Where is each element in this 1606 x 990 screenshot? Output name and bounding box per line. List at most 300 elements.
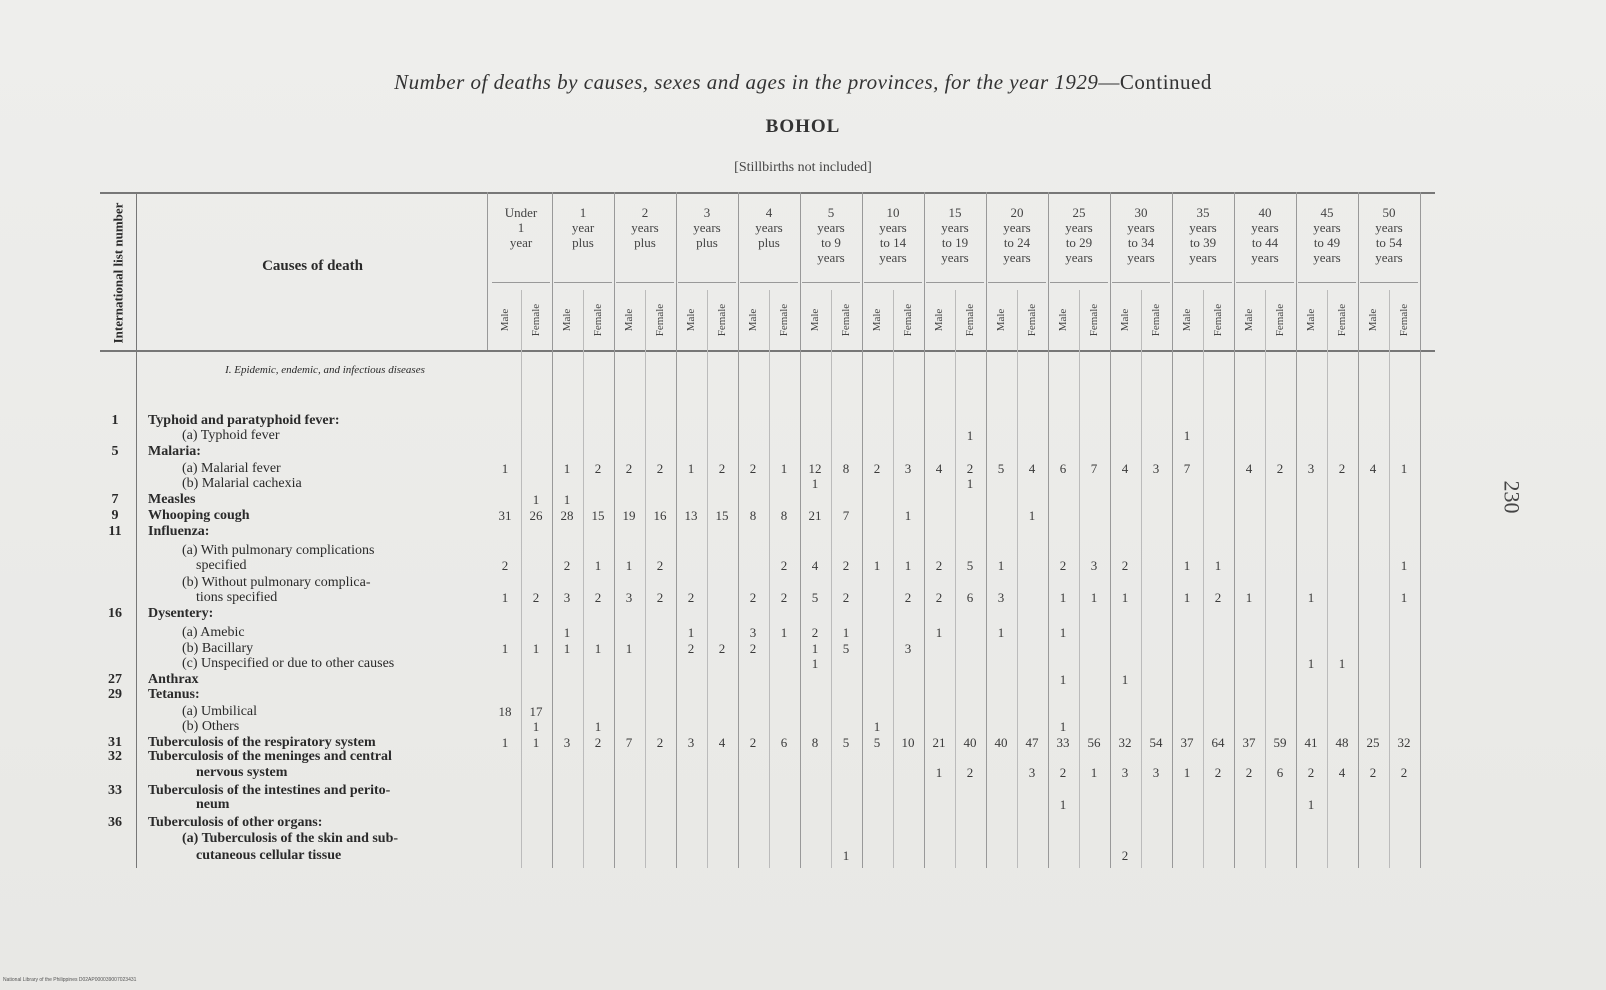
cause-of-death: (a) Tuberculosis of the skin and sub- — [182, 831, 399, 846]
death-count-cell: 15 — [591, 508, 605, 523]
death-count-cell: 1 — [563, 641, 571, 656]
cause-of-death: (b) Malarial cachexia — [182, 476, 302, 491]
intl-list-number: 11 — [108, 524, 122, 539]
age-subheader-rule — [1050, 282, 1108, 283]
column-divider — [1389, 290, 1390, 868]
intl-list-number: 7 — [111, 492, 119, 507]
death-count-cell: 2 — [935, 590, 943, 605]
cause-of-death: specified — [196, 558, 247, 573]
death-count-cell: 1 — [1183, 765, 1191, 780]
death-count-cell: 56 — [1087, 735, 1101, 750]
death-count-cell: 2 — [935, 558, 943, 573]
age-subheader-rule — [678, 282, 736, 283]
male-header: Male — [933, 308, 945, 332]
death-count-cell: 1 — [594, 641, 602, 656]
death-count-cell: 7 — [1090, 461, 1098, 476]
death-count-cell: 1 — [873, 719, 881, 734]
death-count-cell: 2 — [749, 641, 757, 656]
age-group-header: 50 years to 54 years — [1375, 205, 1403, 265]
death-count-cell: 15 — [715, 508, 729, 523]
death-count-cell: 2 — [966, 461, 974, 476]
female-header: Female — [1212, 303, 1224, 337]
death-count-cell: 1 — [1307, 590, 1315, 605]
intl-list-number: 5 — [111, 444, 119, 459]
death-count-cell: 18 — [498, 704, 512, 719]
column-divider — [521, 290, 522, 868]
section-heading: I. Epidemic, endemic, and infectious diseases — [225, 364, 425, 376]
death-count-cell: 1 — [1400, 558, 1408, 573]
cause-of-death: tions specified — [196, 590, 278, 605]
death-count-cell: 2 — [594, 735, 602, 750]
male-header: Male — [1119, 308, 1131, 332]
column-divider — [1110, 192, 1111, 868]
death-count-cell: 2 — [1121, 558, 1129, 573]
death-count-cell: 1 — [966, 428, 974, 443]
age-group-header: 20 years to 24 years — [1003, 205, 1031, 265]
column-divider — [893, 290, 894, 868]
cause-of-death: Typhoid and paratyphoid fever: — [148, 413, 340, 428]
death-count-cell: 1 — [563, 492, 571, 507]
death-count-cell: 2 — [594, 590, 602, 605]
cause-of-death: Tuberculosis of the meninges and central — [148, 749, 392, 764]
column-divider — [1420, 192, 1421, 868]
death-count-cell: 21 — [808, 508, 822, 523]
female-header: Female — [1336, 303, 1348, 337]
death-count-cell: 1 — [625, 641, 633, 656]
death-count-cell: 1 — [687, 625, 695, 640]
death-count-cell: 1 — [997, 558, 1005, 573]
death-count-cell: 59 — [1273, 735, 1287, 750]
death-count-cell: 1 — [811, 656, 819, 671]
cause-of-death: Tuberculosis of other organs: — [148, 815, 323, 830]
cause-of-death: Whooping cough — [148, 508, 250, 523]
age-subheader-rule — [616, 282, 674, 283]
table-title — [0, 70, 1606, 95]
death-count-cell: 3 — [687, 735, 695, 750]
death-count-cell: 1 — [1059, 797, 1067, 812]
death-count-cell: 2 — [749, 590, 757, 605]
death-count-cell: 2 — [904, 590, 912, 605]
death-count-cell: 1 — [625, 558, 633, 573]
age-group-header: 5 years to 9 years — [817, 205, 845, 265]
male-header: Male — [1305, 308, 1317, 332]
intl-list-number: 29 — [108, 687, 122, 702]
age-group-header: 40 years to 44 years — [1251, 205, 1279, 265]
female-header: Female — [530, 303, 542, 337]
column-divider — [614, 192, 615, 868]
death-count-cell: 2 — [532, 590, 540, 605]
death-count-cell: 2 — [656, 590, 664, 605]
age-subheader-rule — [1174, 282, 1232, 283]
death-count-cell: 2 — [656, 461, 664, 476]
death-count-cell: 7 — [625, 735, 633, 750]
death-count-cell: 12 — [808, 461, 822, 476]
column-divider — [136, 192, 137, 868]
intl-list-number: 32 — [108, 749, 122, 764]
column-divider — [862, 192, 863, 868]
death-count-cell: 2 — [656, 735, 664, 750]
death-count-cell: 16 — [653, 508, 667, 523]
female-header: Female — [654, 303, 666, 337]
death-count-cell: 8 — [780, 508, 788, 523]
age-group-header: 3 years plus — [693, 205, 721, 250]
death-count-cell: 1 — [935, 625, 943, 640]
death-count-cell: 40 — [963, 735, 977, 750]
death-count-cell: 3 — [1028, 765, 1036, 780]
death-count-cell: 3 — [1121, 765, 1129, 780]
age-group-header: 15 years to 19 years — [941, 205, 969, 265]
death-count-cell: 3 — [997, 590, 1005, 605]
death-count-cell: 2 — [842, 590, 850, 605]
death-count-cell: 1 — [1090, 765, 1098, 780]
death-count-cell: 3 — [1152, 765, 1160, 780]
death-count-cell: 2 — [1059, 765, 1067, 780]
male-header: Male — [1057, 308, 1069, 332]
age-group-header: 25 years to 29 years — [1065, 205, 1093, 265]
death-count-cell: 6 — [1059, 461, 1067, 476]
death-count-cell: 2 — [687, 641, 695, 656]
cause-of-death: Tuberculosis of the respiratory system — [148, 735, 376, 750]
death-count-cell: 4 — [1369, 461, 1377, 476]
death-count-cell: 2 — [780, 590, 788, 605]
column-divider — [645, 290, 646, 868]
death-count-cell: 6 — [966, 590, 974, 605]
death-count-cell: 1 — [1059, 719, 1067, 734]
death-count-cell: 1 — [532, 641, 540, 656]
death-count-cell: 1 — [1307, 656, 1315, 671]
column-divider — [800, 192, 801, 868]
intl-list-number: 36 — [108, 815, 122, 830]
male-header: Male — [1181, 308, 1193, 332]
cause-of-death: nervous system — [196, 765, 288, 780]
age-subheader-rule — [988, 282, 1046, 283]
death-count-cell: 1 — [687, 461, 695, 476]
age-subheader-rule — [492, 282, 550, 283]
death-count-cell: 41 — [1304, 735, 1318, 750]
death-count-cell: 4 — [935, 461, 943, 476]
death-count-cell: 1 — [1183, 590, 1191, 605]
column-divider — [676, 192, 677, 868]
death-count-cell: 25 — [1366, 735, 1380, 750]
death-count-cell: 2 — [718, 461, 726, 476]
column-divider — [769, 290, 770, 868]
death-count-cell: 2 — [966, 765, 974, 780]
female-header: Female — [1088, 303, 1100, 337]
death-count-cell: 2 — [780, 558, 788, 573]
column-divider — [986, 192, 987, 868]
death-count-cell: 3 — [563, 590, 571, 605]
death-count-cell: 1 — [966, 476, 974, 491]
death-count-cell: 1 — [532, 492, 540, 507]
death-count-cell: 4 — [1121, 461, 1129, 476]
death-count-cell: 8 — [749, 508, 757, 523]
death-count-cell: 6 — [780, 735, 788, 750]
death-count-cell: 1 — [1245, 590, 1253, 605]
death-count-cell: 5 — [811, 590, 819, 605]
cause-of-death: Dysentery: — [148, 606, 214, 621]
intl-list-number: 27 — [108, 672, 122, 687]
death-count-cell: 5 — [966, 558, 974, 573]
cause-of-death: (a) Umbilical — [182, 704, 258, 719]
death-count-cell: 2 — [687, 590, 695, 605]
death-count-cell: 1 — [1028, 508, 1036, 523]
female-header: Female — [1274, 303, 1286, 337]
age-group-header: 30 years to 34 years — [1127, 205, 1155, 265]
death-count-cell: 1 — [780, 625, 788, 640]
death-count-cell: 48 — [1335, 735, 1349, 750]
death-count-cell: 1 — [1214, 558, 1222, 573]
death-count-cell: 4 — [811, 558, 819, 573]
page-number: 230 — [1499, 480, 1525, 514]
male-header: Male — [561, 308, 573, 332]
female-header: Female — [964, 303, 976, 337]
age-subheader-rule — [740, 282, 798, 283]
male-header: Male — [809, 308, 821, 332]
death-count-cell: 3 — [904, 461, 912, 476]
male-header: Male — [623, 308, 635, 332]
title-continued: —Continued — [1098, 70, 1212, 94]
female-header: Female — [592, 303, 604, 337]
death-count-cell: 4 — [718, 735, 726, 750]
column-divider — [1265, 290, 1266, 868]
death-count-cell: 2 — [1214, 765, 1222, 780]
death-count-cell: 1 — [811, 641, 819, 656]
male-header: Male — [685, 308, 697, 332]
cause-of-death: Influenza: — [148, 524, 210, 539]
column-divider — [487, 192, 488, 350]
death-count-cell: 1 — [532, 719, 540, 734]
death-count-cell: 1 — [935, 765, 943, 780]
death-count-cell: 5 — [842, 641, 850, 656]
death-count-cell: 1 — [501, 590, 509, 605]
death-count-cell: 1 — [1400, 461, 1408, 476]
death-count-cell: 2 — [594, 461, 602, 476]
death-count-cell: 8 — [811, 735, 819, 750]
death-count-cell: 1 — [904, 508, 912, 523]
death-count-cell: 31 — [498, 508, 512, 523]
death-count-cell: 1 — [842, 625, 850, 640]
column-divider — [1327, 290, 1328, 868]
age-group-header: Under 1 year — [504, 205, 538, 250]
column-divider — [924, 192, 925, 868]
death-count-cell: 4 — [1245, 461, 1253, 476]
death-count-cell: 33 — [1056, 735, 1070, 750]
death-count-cell: 5 — [997, 461, 1005, 476]
column-divider — [1203, 290, 1204, 868]
column-divider — [1017, 290, 1018, 868]
column-divider — [583, 290, 584, 868]
death-count-cell: 1 — [1121, 590, 1129, 605]
column-divider — [1296, 192, 1297, 868]
cause-of-death: Malaria: — [148, 444, 201, 459]
column-divider — [738, 192, 739, 868]
death-count-cell: 10 — [901, 735, 915, 750]
female-header: Female — [1150, 303, 1162, 337]
death-count-cell: 32 — [1397, 735, 1411, 750]
age-group-header: 10 years to 14 years — [879, 205, 907, 265]
death-count-cell: 2 — [501, 558, 509, 573]
death-count-cell: 19 — [622, 508, 636, 523]
death-count-cell: 1 — [563, 625, 571, 640]
cause-of-death: cutaneous cellular tissue — [196, 848, 342, 863]
cause-of-death: Tuberculosis of the intestines and perito- — [148, 783, 391, 798]
age-subheader-rule — [926, 282, 984, 283]
death-count-cell: 7 — [842, 508, 850, 523]
death-count-cell: 2 — [1307, 765, 1315, 780]
female-header: Female — [1026, 303, 1038, 337]
cause-of-death: neum — [196, 797, 230, 812]
death-count-cell: 37 — [1180, 735, 1194, 750]
female-header: Female — [1398, 303, 1410, 337]
column-divider — [955, 290, 956, 868]
death-count-cell: 2 — [749, 735, 757, 750]
age-group-header: 4 years plus — [755, 205, 783, 250]
intl-list-number: 1 — [111, 413, 119, 428]
intl-list-number: 33 — [108, 783, 122, 798]
column-divider — [552, 192, 553, 868]
death-count-cell: 1 — [1090, 590, 1098, 605]
death-count-cell: 28 — [560, 508, 574, 523]
female-header: Female — [902, 303, 914, 337]
death-count-cell: 6 — [1276, 765, 1284, 780]
death-count-cell: 32 — [1118, 735, 1132, 750]
death-count-cell: 17 — [529, 704, 543, 719]
death-count-cell: 54 — [1149, 735, 1163, 750]
intl-list-header: International list number — [110, 202, 126, 343]
death-count-cell: 1 — [1183, 428, 1191, 443]
age-subheader-rule — [802, 282, 860, 283]
death-count-cell: 3 — [625, 590, 633, 605]
cause-of-death: Measles — [148, 492, 196, 507]
male-header: Male — [871, 308, 883, 332]
death-count-cell: 1 — [904, 558, 912, 573]
death-count-cell: 1 — [563, 461, 571, 476]
death-count-cell: 1 — [811, 476, 819, 491]
column-divider — [831, 290, 832, 868]
title-italic: Number of deaths by causes, sexes and ages in the provinces, for the year 1929 — [394, 70, 1099, 94]
death-count-cell: 64 — [1211, 735, 1225, 750]
death-count-cell: 1 — [1059, 590, 1067, 605]
death-count-cell: 2 — [749, 461, 757, 476]
causes-header: Causes of death — [262, 258, 363, 274]
death-count-cell: 3 — [904, 641, 912, 656]
age-subheader-rule — [554, 282, 612, 283]
death-count-cell: 3 — [1307, 461, 1315, 476]
age-group-header: 35 years to 39 years — [1189, 205, 1217, 265]
death-count-cell: 2 — [873, 461, 881, 476]
death-count-cell: 1 — [501, 641, 509, 656]
death-count-cell: 1 — [501, 461, 509, 476]
death-count-cell: 1 — [501, 735, 509, 750]
age-subheader-rule — [864, 282, 922, 283]
age-subheader-rule — [1112, 282, 1170, 283]
death-count-cell: 2 — [1276, 461, 1284, 476]
column-divider — [1172, 192, 1173, 868]
death-count-cell: 2 — [811, 625, 819, 640]
death-count-cell: 1 — [532, 735, 540, 750]
female-header: Female — [778, 303, 790, 337]
cause-of-death: (a) Amebic — [182, 625, 245, 640]
death-count-cell: 7 — [1183, 461, 1191, 476]
death-count-cell: 26 — [529, 508, 543, 523]
intl-list-number: 9 — [111, 508, 119, 523]
death-count-cell: 5 — [873, 735, 881, 750]
death-count-cell: 1 — [1121, 672, 1129, 687]
death-count-cell: 2 — [656, 558, 664, 573]
cause-of-death: (a) Malarial fever — [182, 461, 281, 476]
death-count-cell: 1 — [842, 848, 850, 863]
death-count-cell: 1 — [1059, 625, 1067, 640]
death-count-cell: 5 — [842, 735, 850, 750]
death-count-cell: 8 — [842, 461, 850, 476]
death-count-cell: 1 — [873, 558, 881, 573]
death-count-cell: 1 — [1183, 558, 1191, 573]
death-count-cell: 4 — [1028, 461, 1036, 476]
male-header: Male — [1367, 308, 1379, 332]
death-count-cell: 2 — [1121, 848, 1129, 863]
death-count-cell: 2 — [1059, 558, 1067, 573]
library-footer: National Library of the Philippines D02AP000039007023431 — [3, 977, 137, 983]
death-count-cell: 3 — [1090, 558, 1098, 573]
death-count-cell: 2 — [563, 558, 571, 573]
male-header: Male — [747, 308, 759, 332]
intl-list-number: 31 — [108, 735, 122, 750]
death-count-cell: 1 — [997, 625, 1005, 640]
death-count-cell: 1 — [594, 558, 602, 573]
death-count-cell: 2 — [1338, 461, 1346, 476]
male-header: Male — [1243, 308, 1255, 332]
death-count-cell: 47 — [1025, 735, 1039, 750]
death-count-cell: 1 — [1338, 656, 1346, 671]
death-count-cell: 1 — [594, 719, 602, 734]
column-divider — [1234, 192, 1235, 868]
death-count-cell: 2 — [1245, 765, 1253, 780]
death-count-cell: 2 — [1369, 765, 1377, 780]
cause-of-death: (c) Unspecified or due to other causes — [182, 656, 395, 671]
death-count-cell: 1 — [1400, 590, 1408, 605]
death-count-cell: 3 — [1152, 461, 1160, 476]
death-count-cell: 2 — [718, 641, 726, 656]
death-count-cell: 1 — [1059, 672, 1067, 687]
death-count-cell: 1 — [780, 461, 788, 476]
death-count-cell: 3 — [749, 625, 757, 640]
death-count-cell: 21 — [932, 735, 946, 750]
cause-of-death: (a) With pulmonary complications — [182, 543, 375, 558]
male-header: Male — [499, 308, 511, 332]
column-divider — [707, 290, 708, 868]
death-count-cell: 40 — [994, 735, 1008, 750]
death-count-cell: 3 — [563, 735, 571, 750]
age-group-header: 2 years plus — [631, 205, 659, 250]
column-divider — [1048, 192, 1049, 868]
death-count-cell: 2 — [1214, 590, 1222, 605]
cause-of-death: Tetanus: — [148, 687, 200, 702]
cause-of-death: (b) Bacillary — [182, 641, 254, 656]
intl-list-number: 16 — [108, 606, 122, 621]
province-heading: BOHOL — [765, 116, 841, 137]
stillbirths-note: [Stillbirths not included] — [734, 160, 872, 175]
death-count-cell: 4 — [1338, 765, 1346, 780]
female-header: Female — [716, 303, 728, 337]
death-count-cell: 2 — [842, 558, 850, 573]
death-count-cell: 2 — [1400, 765, 1408, 780]
death-count-cell: 1 — [1307, 797, 1315, 812]
age-group-header: 1 year plus — [571, 205, 595, 250]
female-header: Female — [840, 303, 852, 337]
age-subheader-rule — [1298, 282, 1356, 283]
age-group-header: 45 years to 49 years — [1313, 205, 1341, 265]
age-subheader-rule — [1360, 282, 1418, 283]
